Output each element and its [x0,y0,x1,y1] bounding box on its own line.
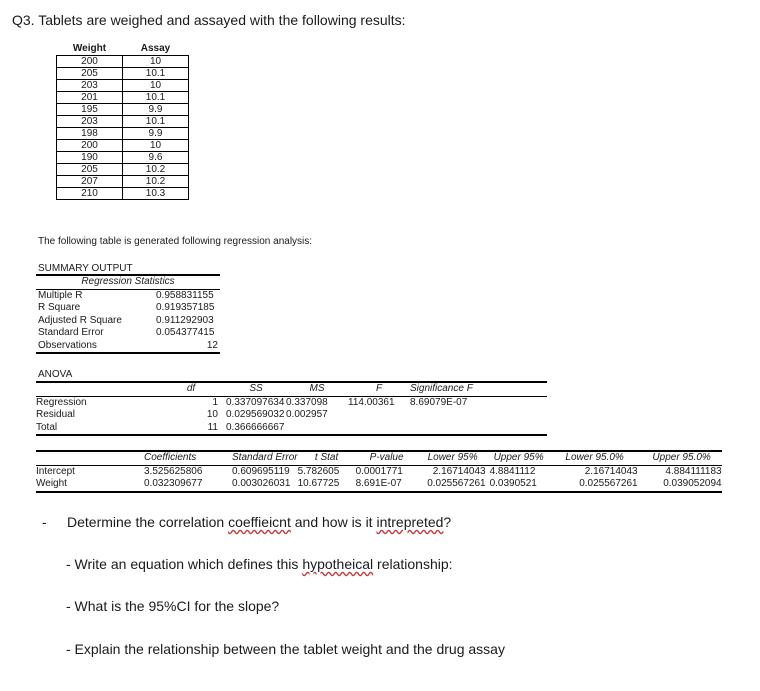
anova-cell: 11 [164,422,218,436]
stat-label: Adjusted R Square [38,314,122,326]
anova-cell: 114.00361 [348,396,395,408]
question-relationship: - Explain the relationship between the tablet weight and the drug assay [66,641,505,657]
anova-header-cell: F [348,382,410,396]
regression-statistics-table [36,274,220,354]
coef-cell: 2.16714043 [584,465,638,477]
table-row [36,396,547,409]
assay-cell: 10 [123,140,189,152]
regression-intro: The following table is generated following regression analysis: [38,236,313,247]
coef-header-cell: Lower 95% [418,451,486,465]
coef-header-cell: Lower 95.0% [552,451,642,465]
anova-cell: 8.69079E-07 [410,396,468,408]
weight-cell: 203 [57,116,123,128]
question-text: and how is it [290,514,377,530]
tablet-data-table [56,42,189,200]
coef-cell: 0.0390521 [486,478,552,492]
stat-value: 0.919357185 [156,302,215,313]
coef-header-cell [36,451,142,465]
coef-cell: Intercept [36,465,75,477]
question-title: Q3. Tablets are weighed and assayed with the following results: [12,12,406,28]
assay-cell: 9.9 [123,128,189,140]
table-row [57,56,189,68]
weight-cell: 200 [57,56,123,68]
table-row [57,140,189,152]
coef-header-cell: t Stat [298,451,356,465]
coefficients-header-row [36,451,722,465]
assay-header: Assay [140,43,171,54]
weight-cell: 205 [57,164,123,176]
coef-cell: 0.025567261 [418,478,486,492]
weight-cell: 200 [57,140,123,152]
question-bullet: - [42,514,47,530]
assay-cell: 10.2 [123,176,189,188]
coef-header-cell: Standard Error [232,452,298,463]
anova-header-cell: MS [286,382,348,396]
coef-header-cell: P-value [356,451,418,465]
weight-cell: 205 [57,68,123,80]
coef-cell: 8.691E-07 [356,478,418,492]
anova-header-cell: SS [218,382,286,396]
misspelled-word: intrepreted [376,514,444,530]
stat-value: 0.054377415 [156,327,215,338]
table-row [57,104,189,116]
misspelled-word: coeffieicnt [228,514,291,530]
coef-cell: 10.67725 [298,478,356,492]
anova-cell: Regression [36,396,87,408]
table-row [36,465,722,478]
question-confidence-interval: - What is the 95%CI for the slope? [66,598,280,614]
table-row [57,68,189,80]
table-row [57,152,189,164]
assay-cell: 9.9 [123,104,189,116]
coef-cell: 0.609695119 [232,465,290,477]
coef-header-cell: Upper 95.0% [642,451,722,465]
coef-cell: 2.16714043 [432,465,486,477]
weight-cell: 207 [57,176,123,188]
anova-cell: 0.337098 [286,396,328,408]
anova-header-row [36,382,547,396]
assay-cell: 10 [123,56,189,68]
anova-cell: 0.337097634 [226,396,285,408]
table-row [36,327,220,340]
weight-cell: 201 [57,92,123,104]
anova-title: ANOVA [38,369,73,380]
table-row [36,409,547,422]
weight-cell: 190 [57,152,123,164]
anova-cell: Residual [36,409,75,420]
coef-cell: 5.782605 [297,465,340,477]
regression-statistics-header: Regression Statistics [36,275,220,289]
coef-cell: 4.8841112 [489,465,536,477]
question-text: Determine the correlation [67,514,229,530]
table-row [57,128,189,140]
stat-value: 12 [154,340,220,354]
question-text: - Write an equation which defines this [66,556,303,572]
misspelled-word: hypotheical [302,556,374,572]
anova-cell: 10 [206,409,218,420]
anova-cell: 1 [212,396,218,408]
assay-cell: 10.1 [123,116,189,128]
table-row [36,478,722,492]
assay-cell: 10.2 [123,164,189,176]
question-text: relationship: [373,556,453,572]
anova-cell: 0.366666667 [218,422,286,436]
weight-cell: 210 [57,188,123,200]
table-row [57,116,189,128]
assay-cell: 10.3 [123,188,189,200]
table-row [57,188,189,200]
anova-cell: Total [36,422,164,436]
anova-table [36,381,547,436]
table-row [57,92,189,104]
table-row [57,176,189,188]
coefficients-table [36,450,722,493]
table-row [36,289,220,302]
table-row [36,422,547,436]
anova-header-cell: Significance F [410,383,473,394]
coef-cell: 3.525625806 [144,465,203,477]
stat-value: 0.911292903 [156,314,214,326]
question-equation [66,556,453,572]
table-row [36,315,220,328]
coef-cell: 0.003026031 [230,478,298,492]
coef-cell: 0.032309677 [142,478,230,492]
question-text: ? [443,514,452,530]
anova-header-cell [36,382,164,396]
anova-header-cell: df [164,382,218,396]
weight-cell: 195 [57,104,123,116]
anova-cell: 0.029569032 [226,409,285,420]
stat-label: Observations [36,340,154,354]
table-row [36,340,220,354]
assay-cell: 10.1 [123,92,189,104]
assay-cell: 9.6 [123,152,189,164]
stat-label: Standard Error [38,327,104,338]
coef-cell: Weight [36,478,142,492]
coef-cell: 0.039052094 [642,478,722,492]
table-row [36,302,220,315]
stat-label: Multiple R [38,289,83,301]
weight-cell: 198 [57,128,123,140]
assay-cell: 10 [123,80,189,92]
table-row [57,80,189,92]
assay-cell: 10.1 [123,68,189,80]
coef-cell: 0.0001771 [355,465,403,477]
stat-label: R Square [38,302,81,313]
weight-header: Weight [72,43,107,54]
stat-value: 0.958831155 [156,289,214,301]
anova-cell: 0.002957 [286,409,328,420]
coef-header-cell: Upper 95% [486,451,552,465]
coef-cell: 4.884111183 [665,465,722,477]
coef-cell: 0.025567261 [552,478,642,492]
coef-header-cell: Coefficients [142,451,230,465]
table-row [57,164,189,176]
weight-cell: 203 [57,80,123,92]
question-correlation [67,514,451,530]
summary-output-title: SUMMARY OUTPUT [38,263,133,274]
